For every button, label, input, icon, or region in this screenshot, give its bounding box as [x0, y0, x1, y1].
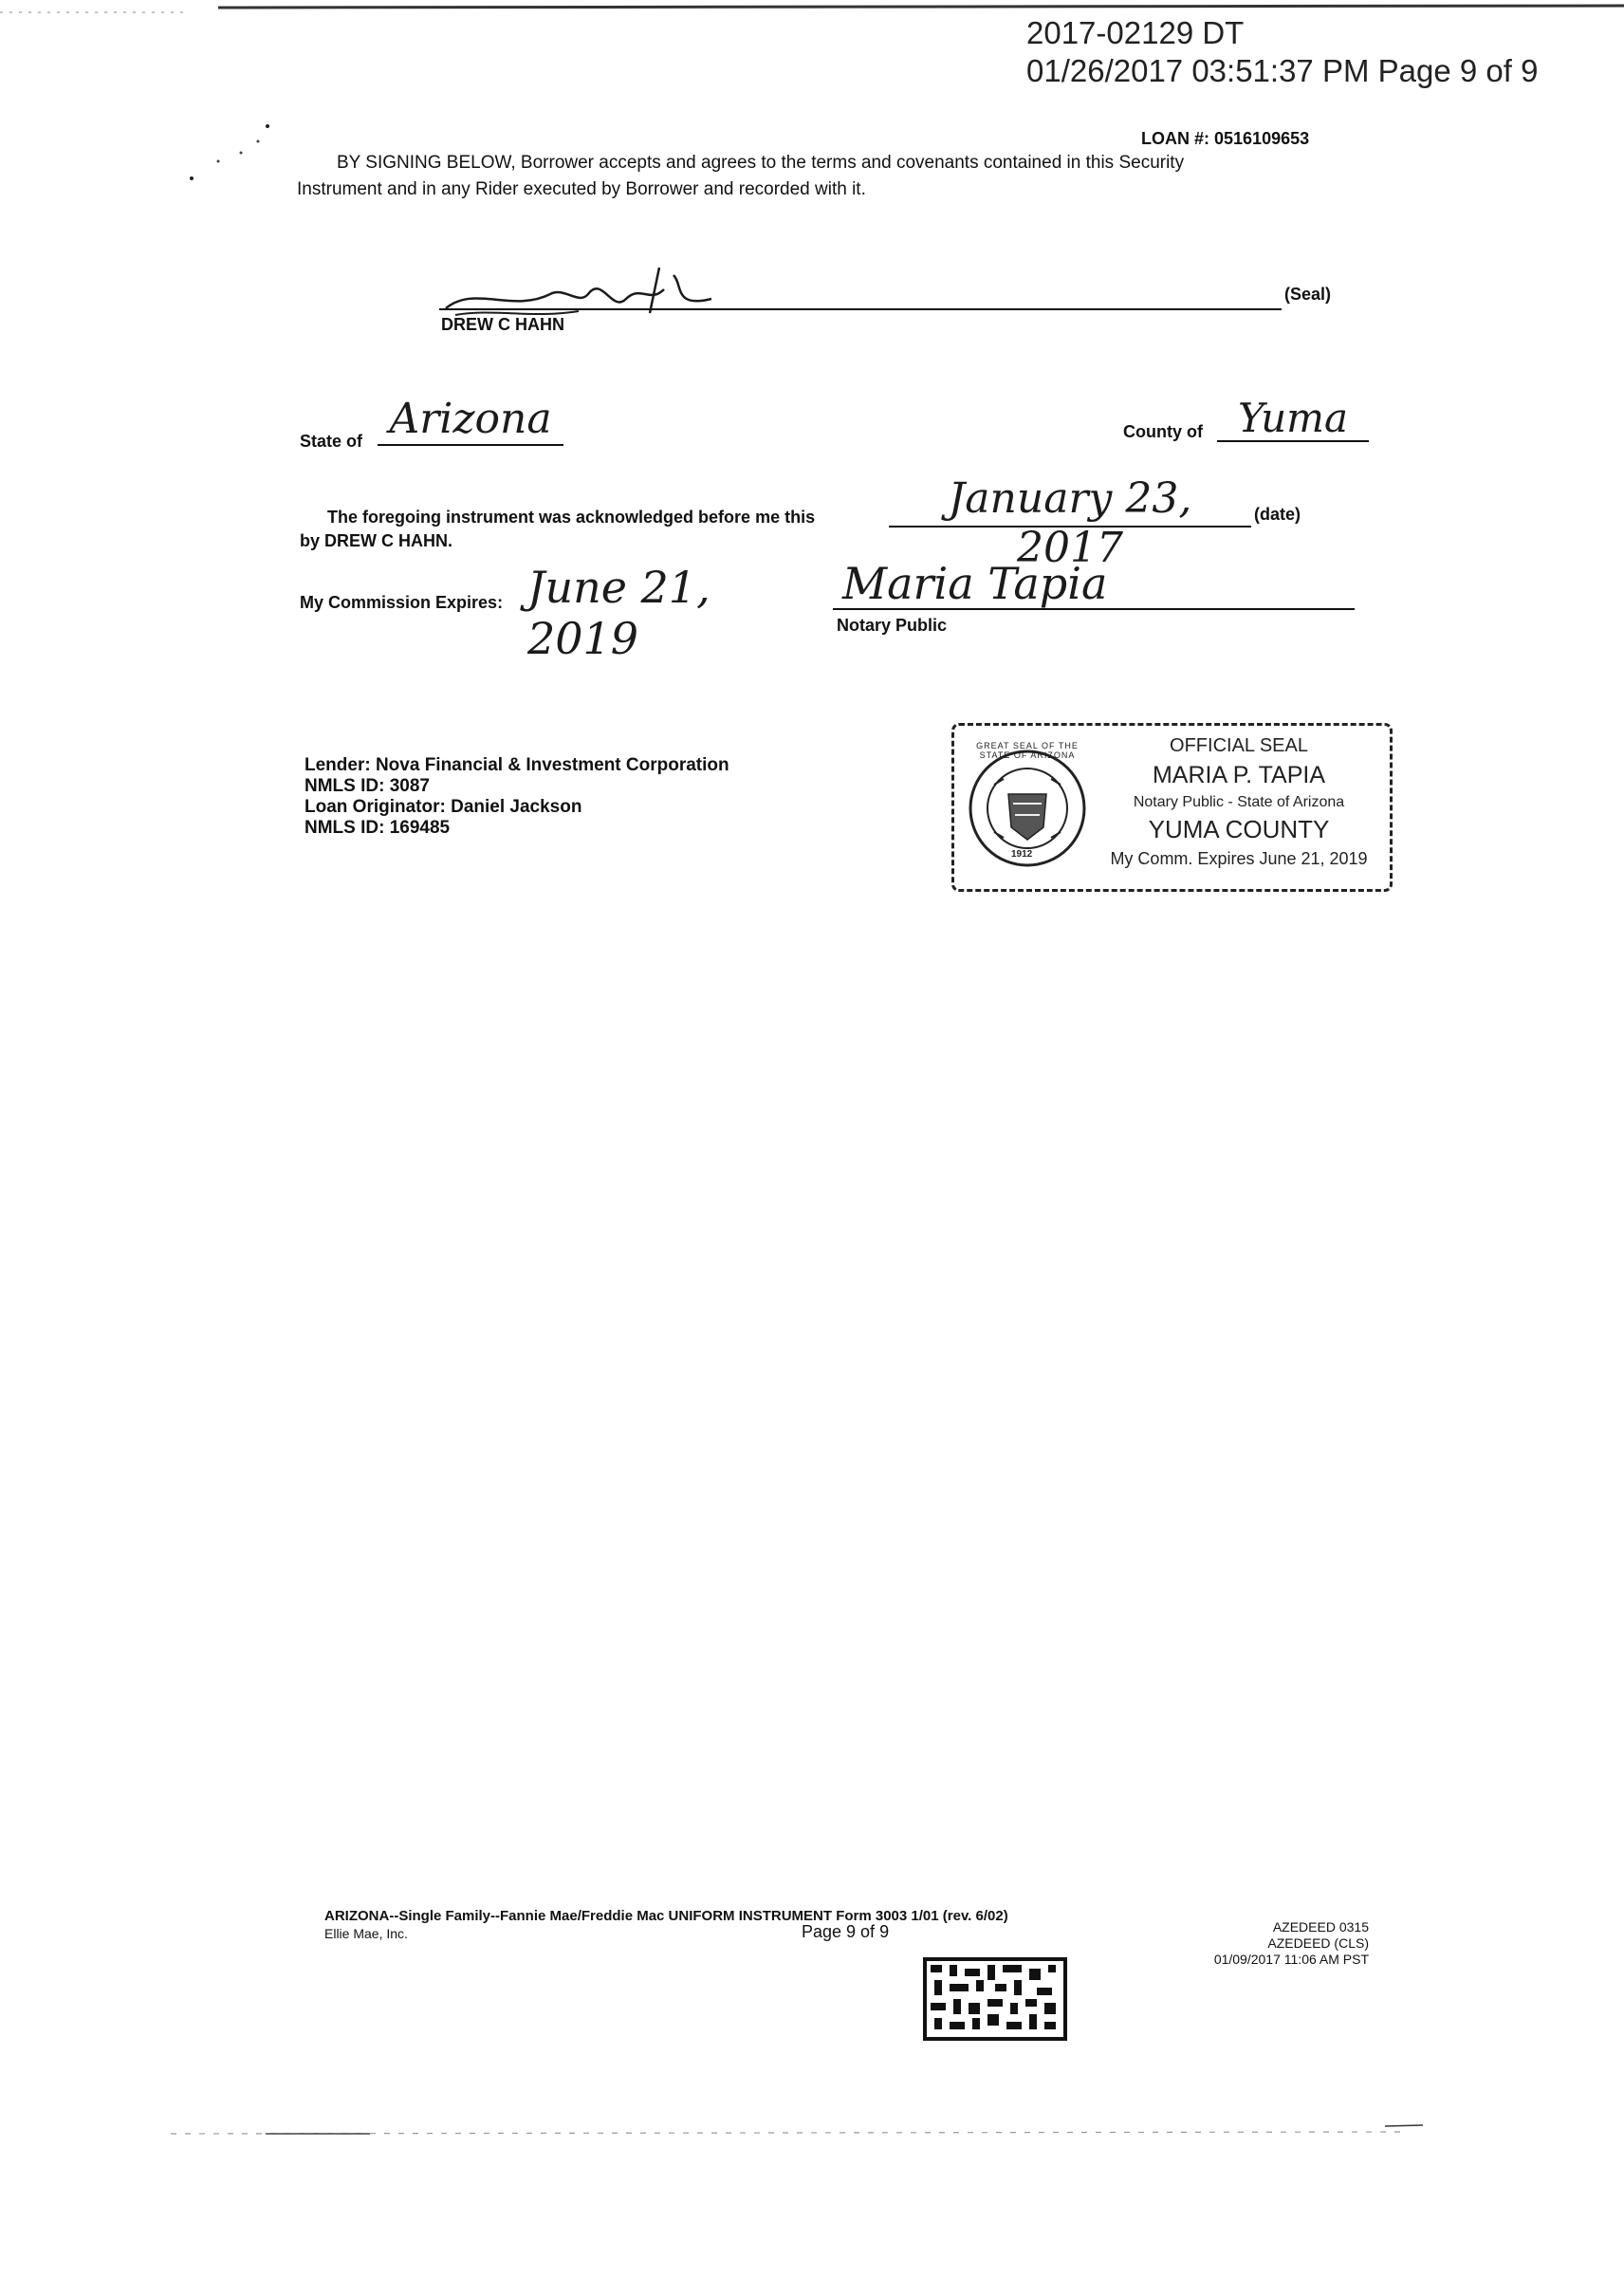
recording-timestamp: 01/26/2017 03:51:37 PM Page 9 of 9 — [1026, 53, 1539, 88]
seal-ring-text: GREAT SEAL OF THE STATE OF ARIZONA — [976, 741, 1079, 760]
notary-name: MARIA P. TAPIA — [1152, 762, 1326, 788]
lender-info — [304, 755, 729, 839]
seal-label: (Seal) — [1284, 285, 1332, 304]
borrower-signature-line — [439, 308, 1282, 310]
barcode-icon — [923, 1957, 1067, 2041]
originator-nmls: NMLS ID: 169485 — [304, 818, 451, 838]
county-label: County of — [1123, 422, 1203, 441]
notary-label: Notary Public — [837, 616, 948, 635]
notary-signature: Maria Tapia — [833, 558, 1355, 610]
footer-page: Page 9 of 9 — [802, 1922, 890, 1941]
lender-nmls: NMLS ID: 3087 — [304, 776, 430, 796]
form-title: ARIZONA--Single Family--Fannie Mae/Freddie Mac UNIFORM INSTRUMENT Form 3003 1/01 (rev. 6/02) — [324, 1908, 1008, 1924]
official-notary-stamp — [951, 723, 1393, 892]
commission-value: June 21, 2019 — [527, 562, 710, 664]
county-value: Yuma — [1217, 397, 1369, 442]
state-label: State of — [300, 432, 363, 451]
date-suffix: (date) — [1254, 505, 1301, 524]
form-code-2: AZEDEED (CLS) — [1267, 1935, 1369, 1951]
signing-statement-line2: Instrument and in any Rider executed by Borrower and recorded with it. — [297, 179, 866, 199]
scan-specks — [180, 119, 275, 185]
notary-role: Notary Public - State of Arizona — [1133, 794, 1345, 810]
acknowledgment-date: January 23, 2017 — [889, 474, 1251, 528]
notary-expires: My Comm. Expires June 21, 2019 — [1110, 849, 1368, 868]
form-publisher: Ellie Mae, Inc. — [324, 1926, 408, 1941]
commission-label: My Commission Expires: — [300, 593, 504, 612]
signing-statement-line1: BY SIGNING BELOW, Borrower accepts and agrees to the terms and covenants contained in this Security — [337, 153, 1185, 173]
scan-edge-bottom — [0, 2120, 1624, 2139]
loan-originator: Loan Originator: Daniel Jackson — [304, 797, 582, 817]
recording-doc-number: 2017-02129 DT — [1026, 15, 1245, 50]
loan-label: LOAN #: — [1141, 129, 1209, 148]
seal-year: 1912 — [1011, 849, 1033, 860]
foregoing-text: The foregoing instrument was acknowledged before me this — [327, 508, 816, 527]
form-code-1: AZEDEED 0315 — [1272, 1919, 1369, 1935]
loan-number-line — [1141, 129, 1309, 149]
notary-county: YUMA COUNTY — [1148, 815, 1330, 843]
loan-number: 0516109653 — [1214, 129, 1310, 148]
official-seal-title: OFFICIAL SEAL — [1170, 735, 1308, 756]
form-code-timestamp: 01/09/2017 11:06 AM PST — [1213, 1952, 1369, 1967]
lender-name: Lender: Nova Financial & Investment Corporation — [304, 755, 729, 775]
by-line: by DREW C HAHN. — [300, 531, 452, 550]
scan-edge-top — [0, 0, 1624, 13]
borrower-name: DREW C HAHN — [441, 315, 564, 334]
state-value: Arizona — [378, 397, 563, 446]
